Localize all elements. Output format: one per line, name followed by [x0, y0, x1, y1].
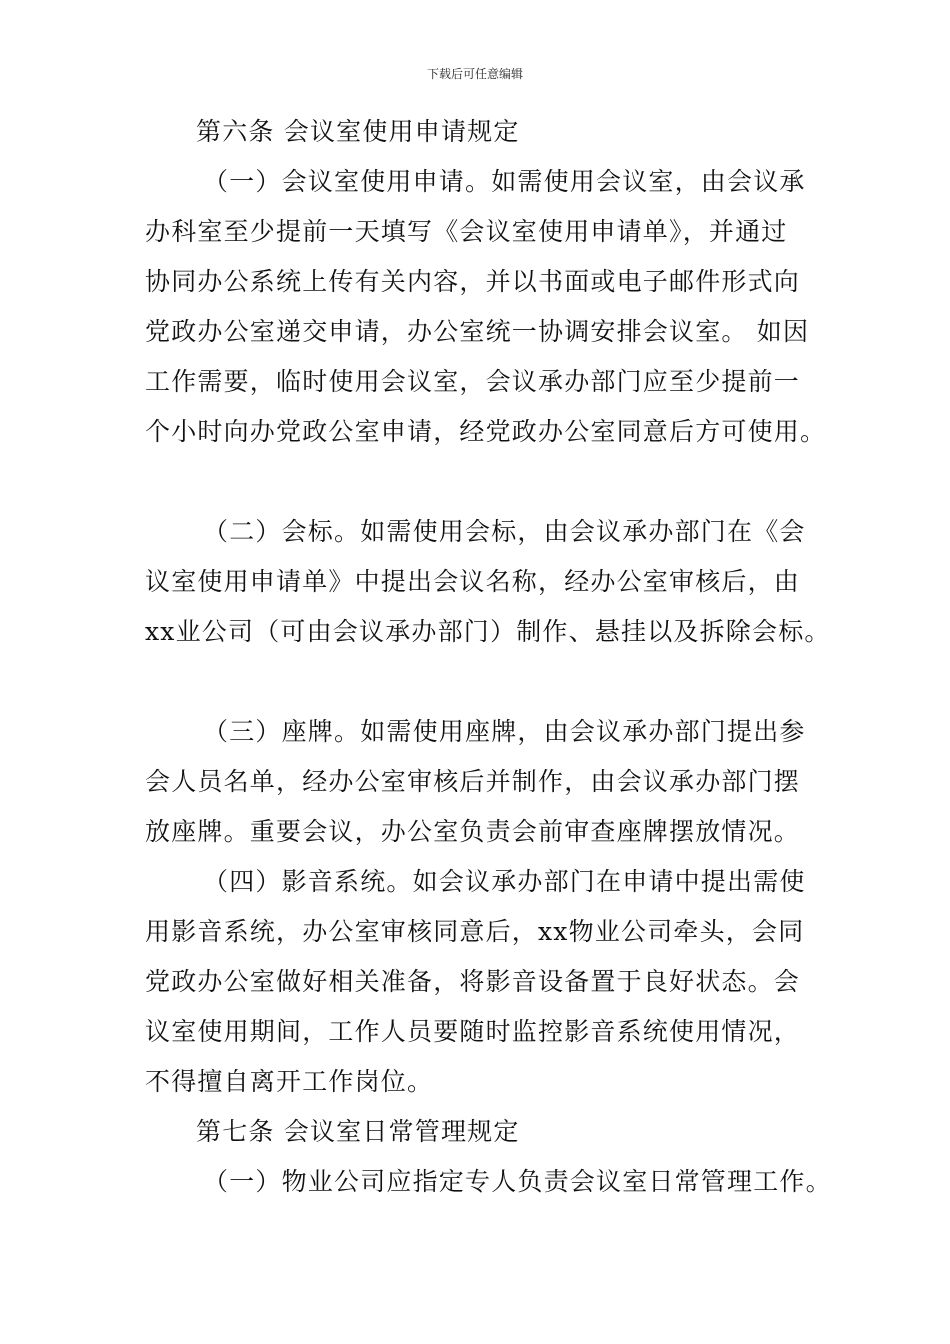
article-6-paragraph-3	[145, 707, 810, 857]
paragraph-line: （三）座牌。如需使用座牌，由会议承办部门提出参	[203, 717, 806, 746]
document-body	[145, 107, 832, 1207]
page-header: 下载后可任意编辑	[426, 67, 523, 81]
paragraph-line: （二）会标。如需使用会标，由会议承办部门在《会	[203, 517, 806, 546]
paragraph-line: 议室使用申请单》中提出会议名称，经办公室审核后，由	[145, 567, 801, 596]
paragraph-line: 议室使用期间，工作人员要随时监控影音系统使用情况，	[145, 1017, 801, 1046]
article-6-paragraph-2	[145, 507, 831, 657]
paragraph-line: 党政办公室做好相关准备，将影音设备置于良好状态。会	[145, 967, 801, 996]
paragraph-line: 会人员名单，经办公室审核后并制作，由会议承办部门摆	[145, 767, 801, 796]
paragraph-line: 不得擅自离开工作岗位。	[145, 1067, 434, 1096]
paragraph-line: 个小时向办党政公室申请，经党政办公室同意后方可使用。	[145, 417, 827, 446]
paragraph-line: 协同办公系统上传有关内容，并以书面或电子邮件形式向	[145, 267, 801, 296]
paragraph-line: 工作需要，临时使用会议室，会议承办部门应至少提前一	[145, 367, 801, 396]
paragraph-gap	[145, 657, 810, 707]
paragraph-gap	[145, 457, 810, 507]
paragraph-line: （四）影音系统。如会议承办部门在申请中提出需使	[203, 867, 806, 896]
article-7-heading: 第七条 会议室日常管理规定	[196, 1117, 520, 1146]
paragraph-line: xx业公司（可由会议承办部门）制作、悬挂以及拆除会标。	[145, 617, 831, 646]
article-6-paragraph-4	[145, 857, 810, 1107]
paragraph-line: 用影音系统，办公室审核同意后，xx物业公司牵头，会同	[145, 917, 805, 946]
article-6-paragraph-1	[145, 157, 827, 457]
paragraph-line: 办科室至少提前一天填写《会议室使用申请单》，并通过	[145, 217, 788, 246]
paragraph-line: （一）物业公司应指定专人负责会议室日常管理工作。	[203, 1167, 832, 1196]
paragraph-line: 放座牌。重要会议，办公室负责会前审查座牌摆放情况。	[145, 817, 801, 846]
paragraph-line: 党政办公室递交申请，办公室统一协调安排会议室。 如因	[145, 317, 810, 346]
article-7-paragraph-1	[145, 1157, 832, 1207]
paragraph-line: （一）会议室使用申请。如需使用会议室，由会议承	[203, 167, 806, 196]
article-6-heading: 第六条 会议室使用申请规定	[196, 117, 520, 146]
